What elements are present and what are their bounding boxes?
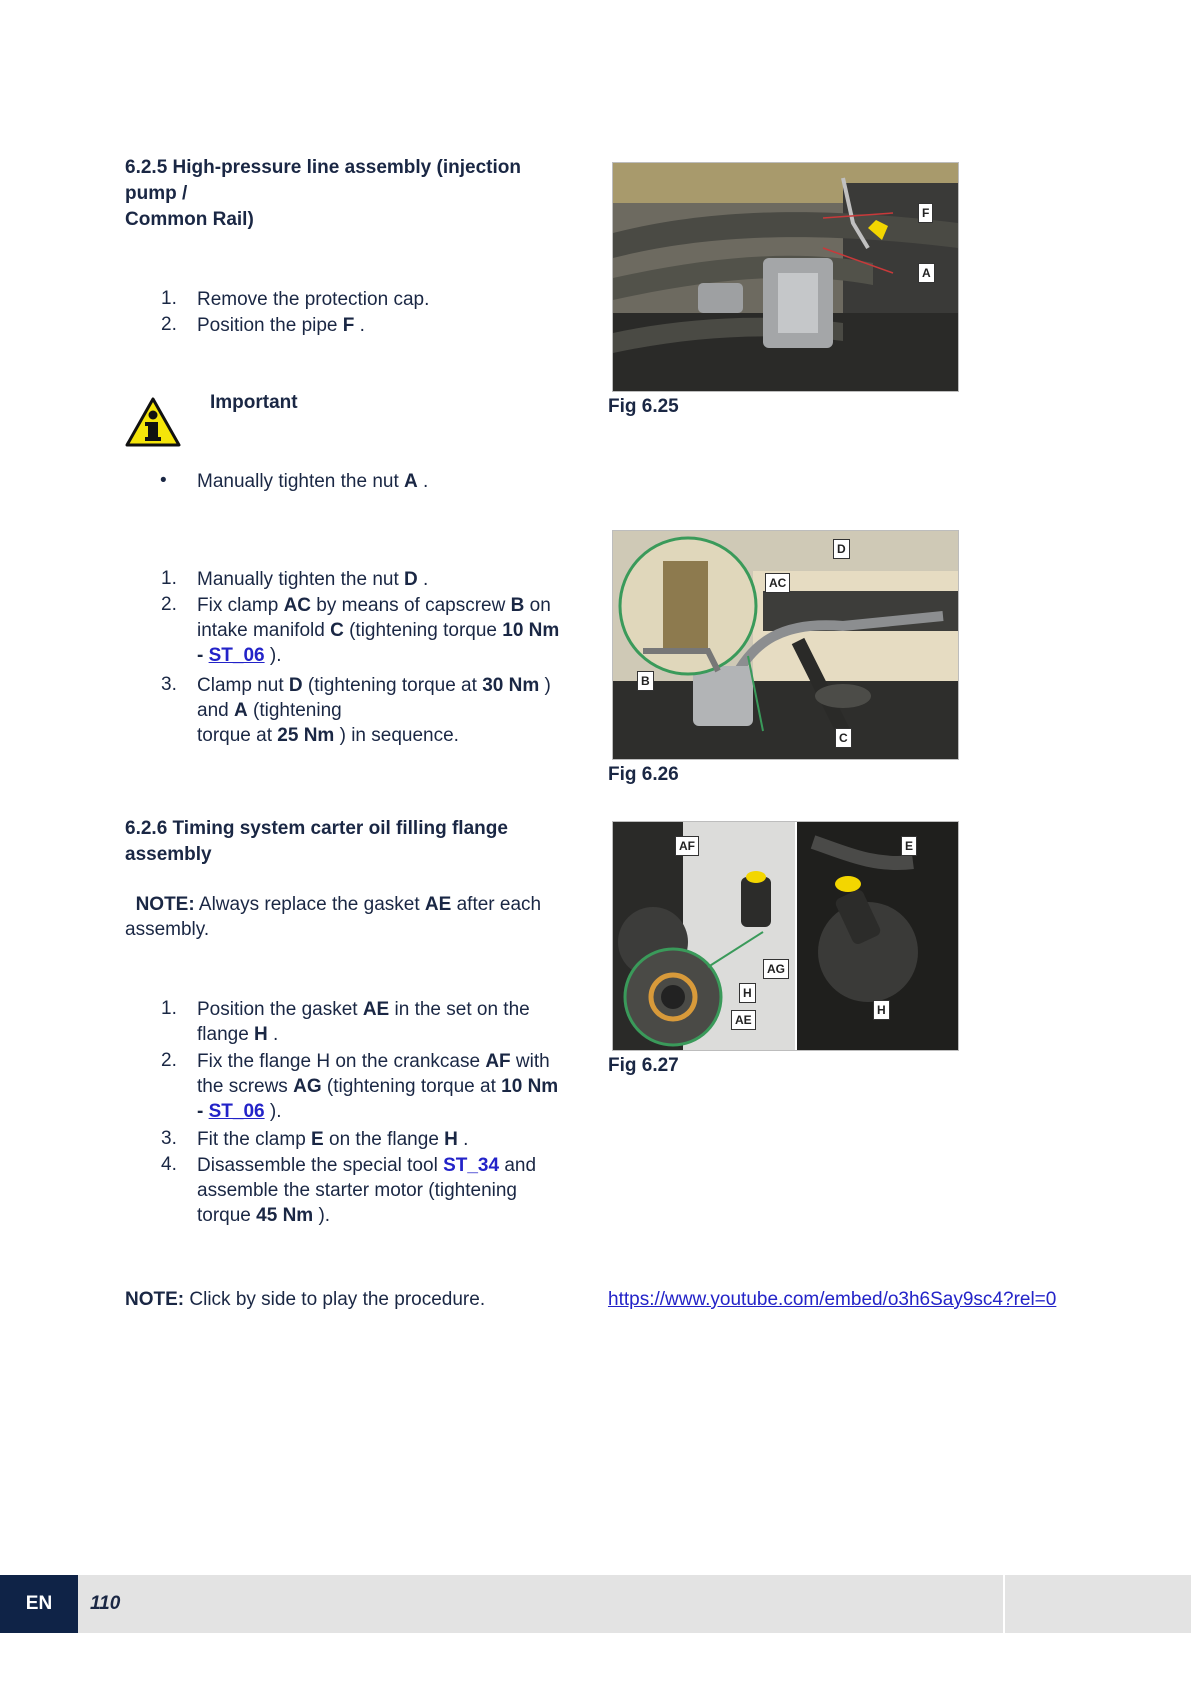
callout-label: B: [637, 671, 654, 691]
step-number: 2.: [161, 594, 177, 615]
section-heading-6-2-6: [125, 816, 575, 868]
step-text: Position the gasket AE in the set on the flange H .: [197, 999, 530, 1045]
step-text: Manually tighten the nut D .: [197, 569, 429, 590]
heading-line: assembly: [125, 844, 212, 865]
step-text: Clamp nut D (tightening torque at 30 Nm ) and A (tightening torque at 25 Nm ) in sequence.: [197, 675, 551, 746]
warning-info-icon: [124, 396, 182, 448]
engine-pump-illustration: [613, 163, 958, 391]
callout-label: E: [901, 836, 917, 856]
figure-6-27-image: [612, 821, 959, 1051]
heading-line: Common Rail): [125, 209, 254, 230]
step-number: 2.: [161, 314, 177, 335]
heading-line: pump /: [125, 183, 188, 204]
callout-label: AF: [675, 836, 699, 856]
figure-caption: Fig 6.27: [608, 1055, 679, 1076]
st-34-link[interactable]: ST_34: [443, 1155, 500, 1176]
heading-line: 6.2.6 Timing system carter oil filling flange: [125, 818, 508, 839]
page-number: 110: [90, 1593, 121, 1614]
step-text: Position the pipe F .: [197, 315, 365, 336]
callout-label: H: [739, 983, 756, 1003]
figure-6-26-image: [612, 530, 959, 760]
step-number: 3.: [161, 674, 177, 695]
step-number: 3.: [161, 1128, 177, 1149]
gasket-note: NOTE: Always replace the gasket AE after each assembly.: [125, 894, 542, 940]
figure-6-25-image: [612, 162, 959, 392]
step-number: 4.: [161, 1154, 177, 1175]
step-number: 1.: [161, 568, 177, 589]
intake-manifold-illustration: [613, 531, 958, 759]
callout-label: F: [918, 203, 933, 223]
step-number: 1.: [161, 288, 177, 309]
step-text: Fit the clamp E on the flange H .: [197, 1129, 469, 1150]
callout-label: H: [873, 1000, 890, 1020]
page-footer: [0, 1575, 1191, 1633]
bullet-dot: •: [160, 470, 167, 491]
bullet-text: Manually tighten the nut A .: [197, 471, 429, 492]
step-text: Fix the flange H on the crankcase AF with the screws AG (tightening torque at 10 Nm - ST_06 ).: [197, 1051, 559, 1122]
callout-label: D: [833, 539, 850, 559]
callout-label: A: [918, 263, 935, 283]
step-text: Fix clamp AC by means of capscrew B on intake manifold C (tightening torque 10 Nm - ST_06 ).: [197, 595, 560, 666]
video-note: NOTE: Click by side to play the procedure.: [125, 1289, 486, 1310]
callout-label: AG: [763, 959, 789, 979]
step-text: Disassemble the special tool ST_34 and assemble the starter motor (tightening torque 45 Nm ).: [197, 1155, 537, 1226]
footer-divider: [1003, 1575, 1005, 1633]
step-text: Remove the protection cap.: [197, 289, 430, 310]
figure-caption: Fig 6.26: [608, 764, 679, 785]
callout-label: AE: [731, 1010, 756, 1030]
figure-caption: Fig 6.25: [608, 396, 679, 417]
important-label: Important: [210, 392, 298, 413]
step-number: 1.: [161, 998, 177, 1019]
video-link[interactable]: https://www.youtube.com/embed/o3h6Say9sc4?rel=0: [608, 1289, 1057, 1310]
callout-label: C: [835, 728, 852, 748]
step-number: 2.: [161, 1050, 177, 1071]
oil-filling-flange-illustration: [613, 822, 958, 1050]
callout-label: AC: [765, 573, 790, 593]
st-06-link[interactable]: ST_06: [208, 1101, 265, 1122]
heading-line: 6.2.5 High-pressure line assembly (injection: [125, 157, 521, 178]
section-heading-6-2-5: [125, 155, 575, 233]
language-badge: EN: [0, 1575, 78, 1633]
st-06-link[interactable]: ST_06: [208, 645, 265, 666]
